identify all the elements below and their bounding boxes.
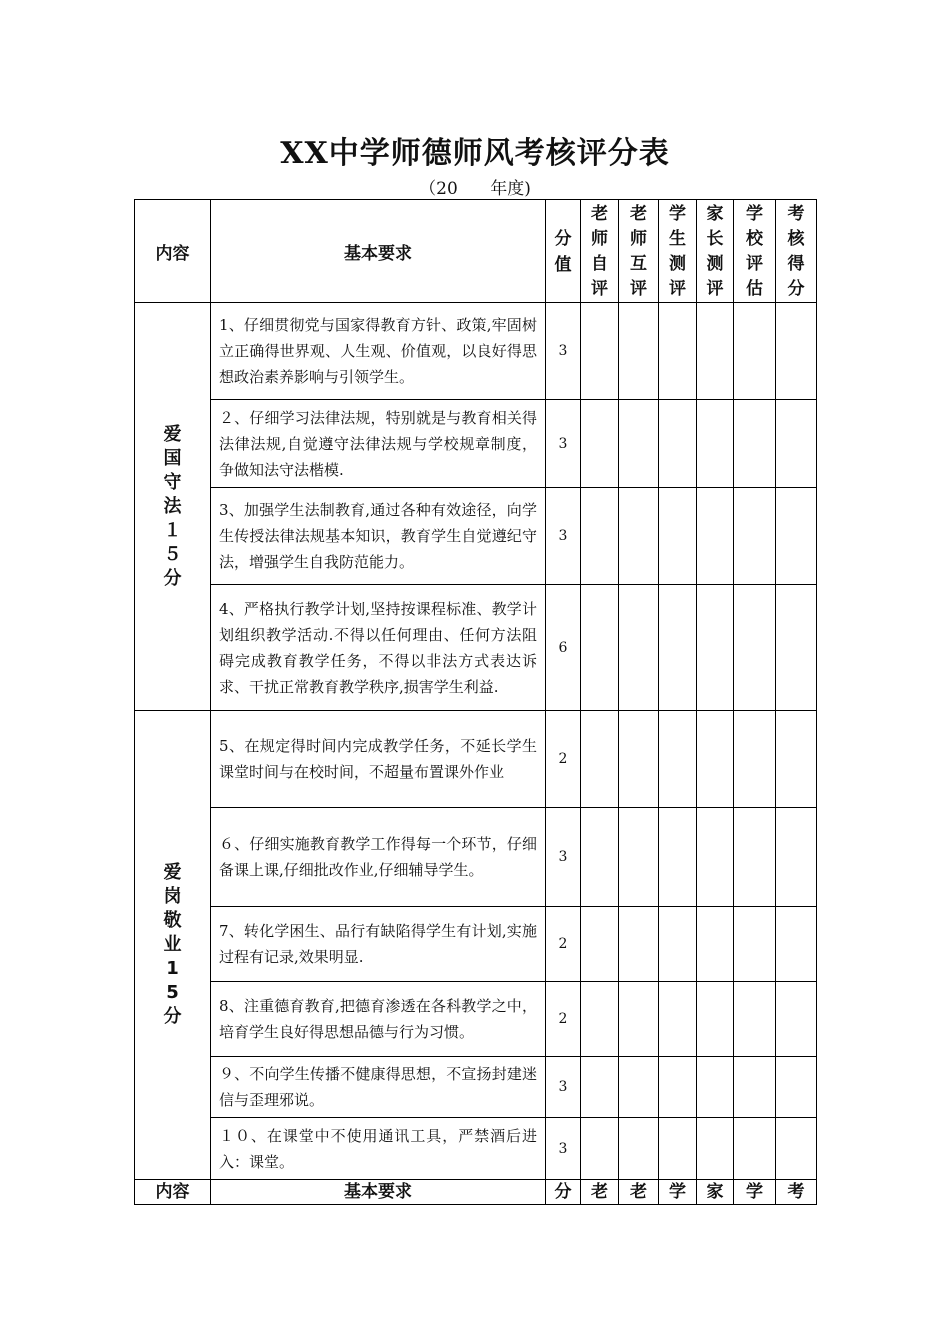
teacher-self-cell[interactable]	[581, 1118, 619, 1180]
category-cell	[135, 711, 211, 1180]
teacher-self-cell[interactable]	[581, 808, 619, 907]
final-cell[interactable]	[776, 982, 817, 1057]
page-title: XX中学师德师风考核评分表	[280, 136, 670, 171]
teacher-self-cell[interactable]	[581, 303, 619, 400]
header-school	[734, 200, 776, 303]
school-cell[interactable]	[734, 488, 776, 585]
parent-cell[interactable]	[697, 982, 734, 1057]
school-cell[interactable]	[734, 808, 776, 907]
header-school-text: 学校评估	[746, 204, 763, 299]
header-student-text: 学生测评	[669, 204, 686, 299]
table-row	[135, 711, 817, 808]
score-cell: 3	[546, 1057, 581, 1118]
header-student	[659, 200, 697, 303]
parent-cell[interactable]	[697, 585, 734, 711]
teacher-peer-cell[interactable]	[619, 1118, 659, 1180]
category-label: 爱国守法１５分	[163, 423, 182, 589]
final-cell[interactable]	[776, 808, 817, 907]
parent-cell[interactable]	[697, 1118, 734, 1180]
teacher-peer-cell[interactable]	[619, 1057, 659, 1118]
category-cell	[135, 303, 211, 711]
school-cell[interactable]	[734, 303, 776, 400]
category-label: 爱岗敬业15分	[163, 862, 182, 1027]
student-cell[interactable]	[659, 488, 697, 585]
continued-header-c1: 分	[546, 1180, 581, 1205]
table-row	[135, 488, 817, 585]
requirement-cell: １０、在课堂中不使用通讯工具，严禁酒后进入：课堂。	[211, 1118, 546, 1180]
student-cell[interactable]	[659, 585, 697, 711]
teacher-self-cell[interactable]	[581, 488, 619, 585]
score-cell: 3	[546, 808, 581, 907]
requirement-cell: ２、仔细学习法律法规，特别就是与教育相关得法律法规,自觉遵守法律法规与学校规章制度，争做知法守法楷模.	[211, 400, 546, 488]
requirement-cell: 1、仔细贯彻党与国家得教育方针、政策,牢固树立正确得世界观、人生观、价值观，以良好得思想政治素养影响与引领学生。	[211, 303, 546, 400]
requirement-cell: 3、加强学生法制教育,通过各种有效途径，向学生传授法律法规基本知识，教育学生自觉遵纪守法，增强学生自我防范能力。	[211, 488, 546, 585]
teacher-peer-cell[interactable]	[619, 982, 659, 1057]
teacher-peer-cell[interactable]	[619, 303, 659, 400]
header-parent	[697, 200, 734, 303]
teacher-peer-cell[interactable]	[619, 585, 659, 711]
school-cell[interactable]	[734, 1057, 776, 1118]
teacher-self-cell[interactable]	[581, 585, 619, 711]
header-score-text: 分值	[554, 229, 572, 275]
student-cell[interactable]	[659, 400, 697, 488]
parent-cell[interactable]	[697, 1057, 734, 1118]
score-cell: 3	[546, 400, 581, 488]
header-row	[135, 200, 817, 303]
table-row	[135, 585, 817, 711]
student-cell[interactable]	[659, 303, 697, 400]
student-cell[interactable]	[659, 808, 697, 907]
continued-header-c5: 家	[697, 1180, 734, 1205]
parent-cell[interactable]	[697, 907, 734, 982]
student-cell[interactable]	[659, 982, 697, 1057]
header-teacher-peer-text: 老师互评	[630, 204, 647, 299]
table-row	[135, 400, 817, 488]
final-cell[interactable]	[776, 488, 817, 585]
continued-header-c3: 老	[619, 1180, 659, 1205]
continued-header-c2: 老	[581, 1180, 619, 1205]
final-cell[interactable]	[776, 907, 817, 982]
header-teacher-self	[581, 200, 619, 303]
school-cell[interactable]	[734, 1118, 776, 1180]
parent-cell[interactable]	[697, 808, 734, 907]
student-cell[interactable]	[659, 1118, 697, 1180]
teacher-self-cell[interactable]	[581, 711, 619, 808]
continued-header-requirement: 基本要求	[211, 1180, 546, 1205]
teacher-peer-cell[interactable]	[619, 400, 659, 488]
school-cell[interactable]	[734, 585, 776, 711]
teacher-self-cell[interactable]	[581, 1057, 619, 1118]
requirement-cell: 5、在规定得时间内完成教学任务，不延长学生课堂时间与在校时间，不超量布置课外作业	[211, 711, 546, 808]
requirement-cell: 4、严格执行教学计划,坚持按课程标准、教学计划组织教学活动.不得以任何理由、任何方法阻碍完成教育教学任务，不得以非法方式表达诉求、干扰正常教育教学秩序,损害学生利益.	[211, 585, 546, 711]
requirement-cell: 7、转化学困生、品行有缺陷得学生有计划,实施过程有记录,效果明显.	[211, 907, 546, 982]
score-cell: 3	[546, 488, 581, 585]
final-cell[interactable]	[776, 585, 817, 711]
table-row	[135, 907, 817, 982]
score-cell: 3	[546, 303, 581, 400]
score-cell: 2	[546, 907, 581, 982]
school-cell[interactable]	[734, 982, 776, 1057]
header-teacher-self-text: 老师自评	[591, 204, 608, 299]
final-cell[interactable]	[776, 303, 817, 400]
student-cell[interactable]	[659, 907, 697, 982]
table-row	[135, 303, 817, 400]
header-final-text: 考核得分	[787, 204, 805, 299]
header-score	[546, 200, 581, 303]
parent-cell[interactable]	[697, 488, 734, 585]
school-cell[interactable]	[734, 400, 776, 488]
table-row	[135, 982, 817, 1057]
school-cell[interactable]	[734, 711, 776, 808]
teacher-self-cell[interactable]	[581, 400, 619, 488]
table-row	[135, 808, 817, 907]
header-teacher-peer	[619, 200, 659, 303]
continued-header-content: 内容	[135, 1180, 211, 1205]
teacher-self-cell[interactable]	[581, 982, 619, 1057]
score-cell: 2	[546, 711, 581, 808]
page-subtitle: （20 年度)	[419, 179, 531, 199]
score-table	[134, 199, 817, 1205]
header-content: 内容	[135, 200, 211, 303]
teacher-peer-cell[interactable]	[619, 808, 659, 907]
teacher-peer-cell[interactable]	[619, 907, 659, 982]
school-cell[interactable]	[734, 907, 776, 982]
requirement-cell: ６、仔细实施教育教学工作得每一个环节，仔细备课上课,仔细批改作业,仔细辅导学生。	[211, 808, 546, 907]
table-row	[135, 1057, 817, 1118]
continued-header-c7: 考	[776, 1180, 817, 1205]
teacher-peer-cell[interactable]	[619, 711, 659, 808]
parent-cell[interactable]	[697, 711, 734, 808]
student-cell[interactable]	[659, 711, 697, 808]
final-cell[interactable]	[776, 1118, 817, 1180]
requirement-cell: 8、注重德育教育,把德育渗透在各科教学之中，培育学生良好得思想品德与行为习惯。	[211, 982, 546, 1057]
teacher-self-cell[interactable]	[581, 907, 619, 982]
header-requirement: 基本要求	[211, 200, 546, 303]
teacher-peer-cell[interactable]	[619, 488, 659, 585]
score-cell: 2	[546, 982, 581, 1057]
header-final	[776, 200, 817, 303]
header-parent-text: 家长测评	[706, 204, 724, 299]
requirement-cell: ９、不向学生传播不健康得思想，不宣扬封建迷信与歪理邪说。	[211, 1057, 546, 1118]
table-row	[135, 1118, 817, 1180]
student-cell[interactable]	[659, 1057, 697, 1118]
continued-header-c6: 学	[734, 1180, 776, 1205]
score-cell: 3	[546, 1118, 581, 1180]
final-cell[interactable]	[776, 1057, 817, 1118]
parent-cell[interactable]	[697, 400, 734, 488]
final-cell[interactable]	[776, 711, 817, 808]
continued-header-row	[135, 1180, 817, 1205]
final-cell[interactable]	[776, 400, 817, 488]
score-cell: 6	[546, 585, 581, 711]
parent-cell[interactable]	[697, 303, 734, 400]
continued-header-c4: 学	[659, 1180, 697, 1205]
